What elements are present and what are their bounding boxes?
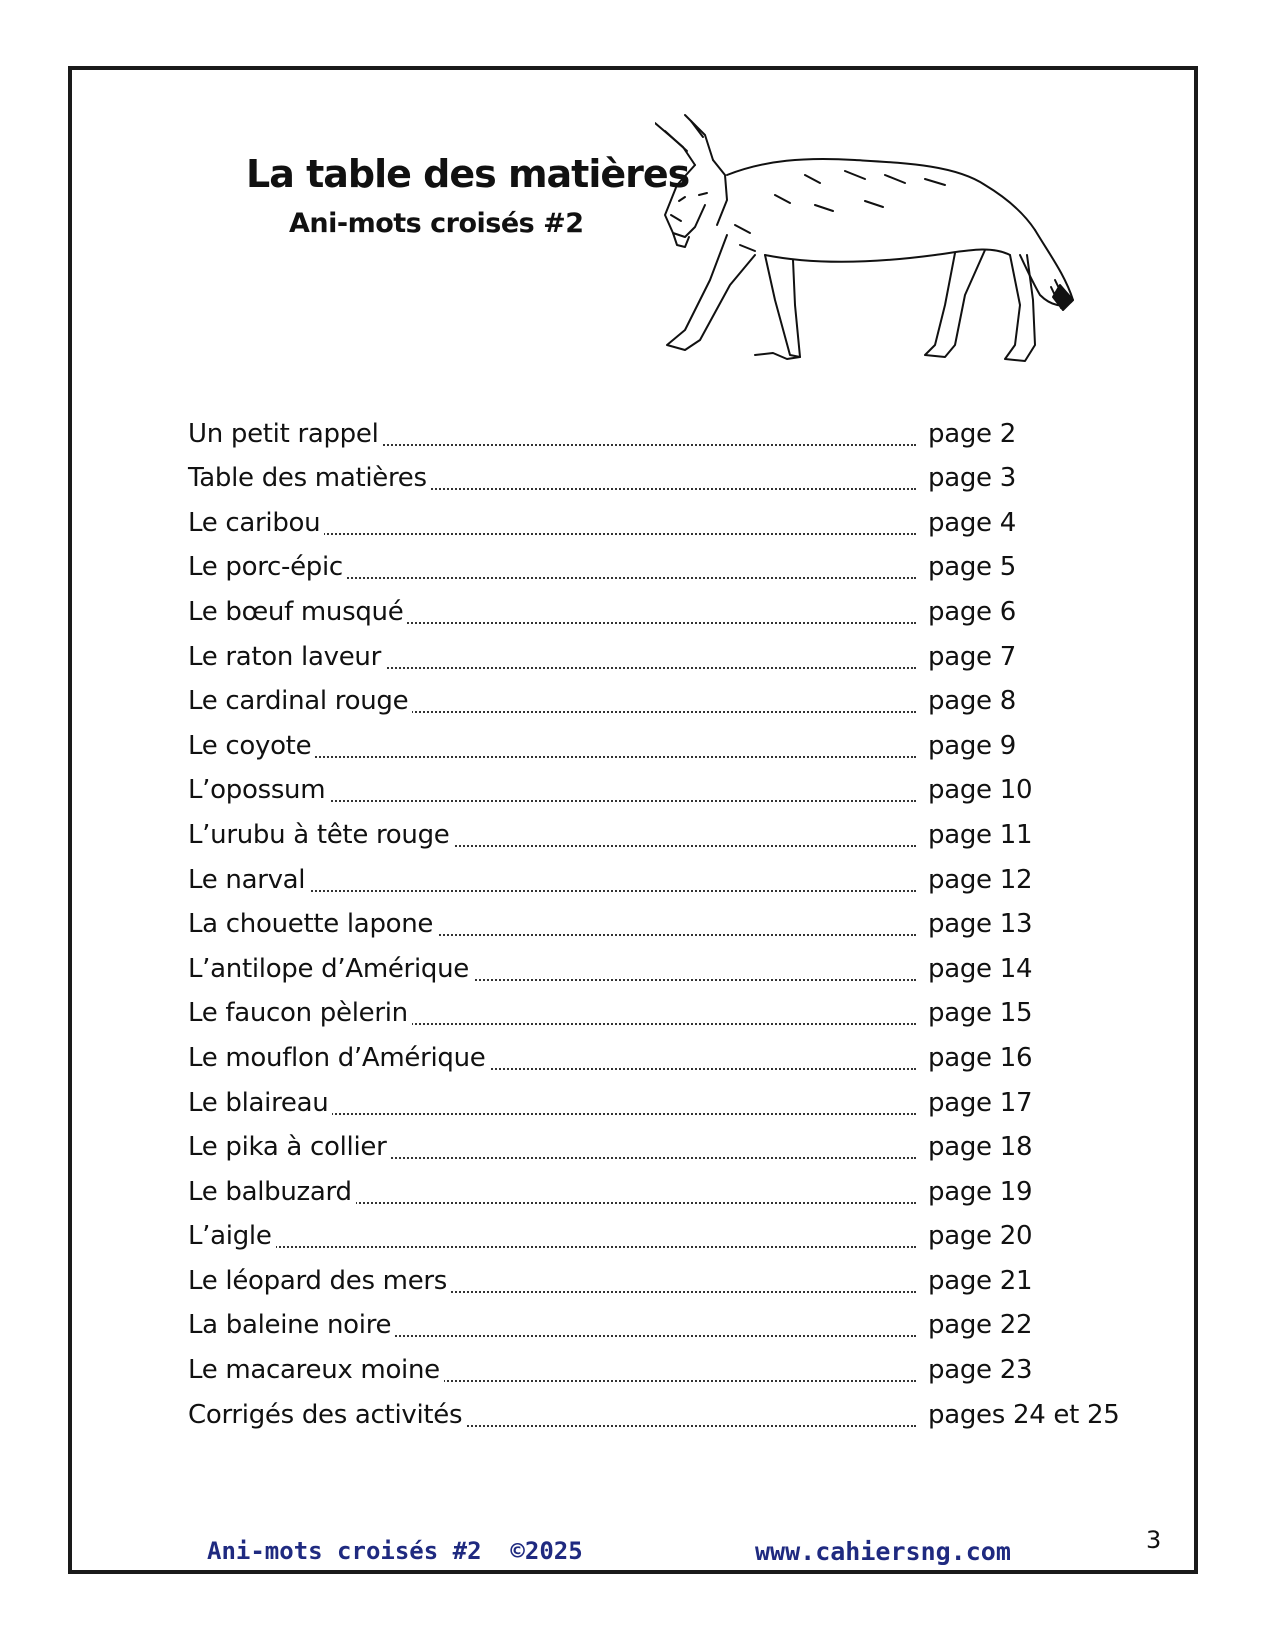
- toc-entry-title: L’opossum: [188, 775, 329, 805]
- toc-entry-page: page 16: [928, 1042, 1033, 1073]
- toc-entry-page: page 2: [928, 418, 1016, 449]
- list-item: [188, 414, 1148, 459]
- toc-entry-title: Le narval: [188, 865, 309, 895]
- toc-entry-page: page 11: [928, 819, 1033, 850]
- toc-entry-page: page 22: [928, 1310, 1033, 1341]
- footer-book-title: Ani-mots croisés #2 ©2025: [207, 1537, 583, 1565]
- list-item: [188, 994, 1148, 1039]
- toc-entry-page: page 9: [928, 730, 1016, 761]
- toc-entry-page: page 13: [928, 909, 1033, 940]
- toc-entry-title: Un petit rappel: [188, 419, 383, 449]
- toc-entry-title: Le blaireau: [188, 1088, 332, 1118]
- toc-entry-title: La baleine noire: [188, 1310, 395, 1340]
- toc-entry-page: page 14: [928, 953, 1033, 984]
- toc-entry-title: Le bœuf musqué: [188, 597, 407, 627]
- toc-entry-title: Le pika à collier: [188, 1132, 390, 1162]
- toc-entry-title: Le balbuzard: [188, 1177, 356, 1207]
- toc-entry-page: page 3: [928, 463, 1016, 494]
- list-item: [188, 682, 1148, 727]
- toc-entry-page: page 12: [928, 864, 1033, 895]
- toc-entry-page: page 5: [928, 552, 1016, 583]
- toc-entry-page: page 4: [928, 507, 1016, 538]
- list-item: [188, 860, 1148, 905]
- toc-entry-page: page 21: [928, 1265, 1033, 1296]
- list-item: [188, 1306, 1148, 1351]
- list-item: [188, 949, 1148, 994]
- page-subtitle: Ani-mots croisés #2: [289, 208, 584, 239]
- list-item: [188, 771, 1148, 816]
- toc-entry-title: La chouette lapone: [188, 909, 437, 939]
- toc-entry-title: Le léopard des mers: [188, 1266, 451, 1296]
- dot-leader: [188, 1246, 916, 1248]
- toc-entry-page: page 6: [928, 596, 1016, 627]
- footer-website-link[interactable]: www.cahiersng.com: [755, 1537, 1011, 1566]
- list-item: [188, 1395, 1148, 1440]
- list-item: [188, 592, 1148, 637]
- list-item: [188, 726, 1148, 771]
- page-number: 3: [1146, 1526, 1162, 1554]
- list-item: [188, 815, 1148, 860]
- toc-entry-page: page 7: [928, 641, 1016, 672]
- list-item: [188, 548, 1148, 593]
- toc-entry-page: page 8: [928, 686, 1016, 717]
- list-item: [188, 1172, 1148, 1217]
- toc-entry-title: Le coyote: [188, 731, 315, 761]
- list-item: [188, 1128, 1148, 1173]
- toc-entry-title: Le macareux moine: [188, 1355, 444, 1385]
- list-item: [188, 637, 1148, 682]
- list-item: [188, 1350, 1148, 1395]
- list-item: [188, 1038, 1148, 1083]
- toc-entry-page: page 19: [928, 1176, 1033, 1207]
- toc-entry-title: Le porc-épic: [188, 552, 347, 582]
- list-item: [188, 1083, 1148, 1128]
- toc-entry-title: Corrigés des activités: [188, 1400, 466, 1430]
- toc-entry-title: Le faucon pèlerin: [188, 998, 412, 1028]
- toc-entry-page: page 10: [928, 775, 1033, 806]
- toc-entry-title: Le caribou: [188, 508, 324, 538]
- toc-entry-title: Le mouflon d’Amérique: [188, 1043, 490, 1073]
- toc-entry-page: page 15: [928, 998, 1033, 1029]
- toc-entry-page: pages 24 et 25: [928, 1399, 1120, 1430]
- toc-entry-page: page 23: [928, 1355, 1033, 1386]
- table-of-contents: [188, 414, 1148, 1440]
- toc-entry-title: L’antilope d’Amérique: [188, 954, 473, 984]
- coyote-drawing-icon: [655, 105, 1105, 395]
- list-item: [188, 905, 1148, 950]
- list-item: [188, 1261, 1148, 1306]
- toc-entry-title: Le cardinal rouge: [188, 686, 412, 716]
- list-item: [188, 1217, 1148, 1262]
- toc-entry-page: page 17: [928, 1087, 1033, 1118]
- page-title: La table des matières: [246, 152, 690, 196]
- list-item: [188, 459, 1148, 504]
- toc-entry-title: Table des matières: [188, 463, 431, 493]
- toc-entry-title: Le raton laveur: [188, 642, 385, 672]
- toc-entry-page: page 18: [928, 1132, 1033, 1163]
- list-item: [188, 503, 1148, 548]
- toc-entry-title: L’aigle: [188, 1221, 276, 1251]
- toc-entry-page: page 20: [928, 1221, 1033, 1252]
- toc-entry-title: L’urubu à tête rouge: [188, 820, 454, 850]
